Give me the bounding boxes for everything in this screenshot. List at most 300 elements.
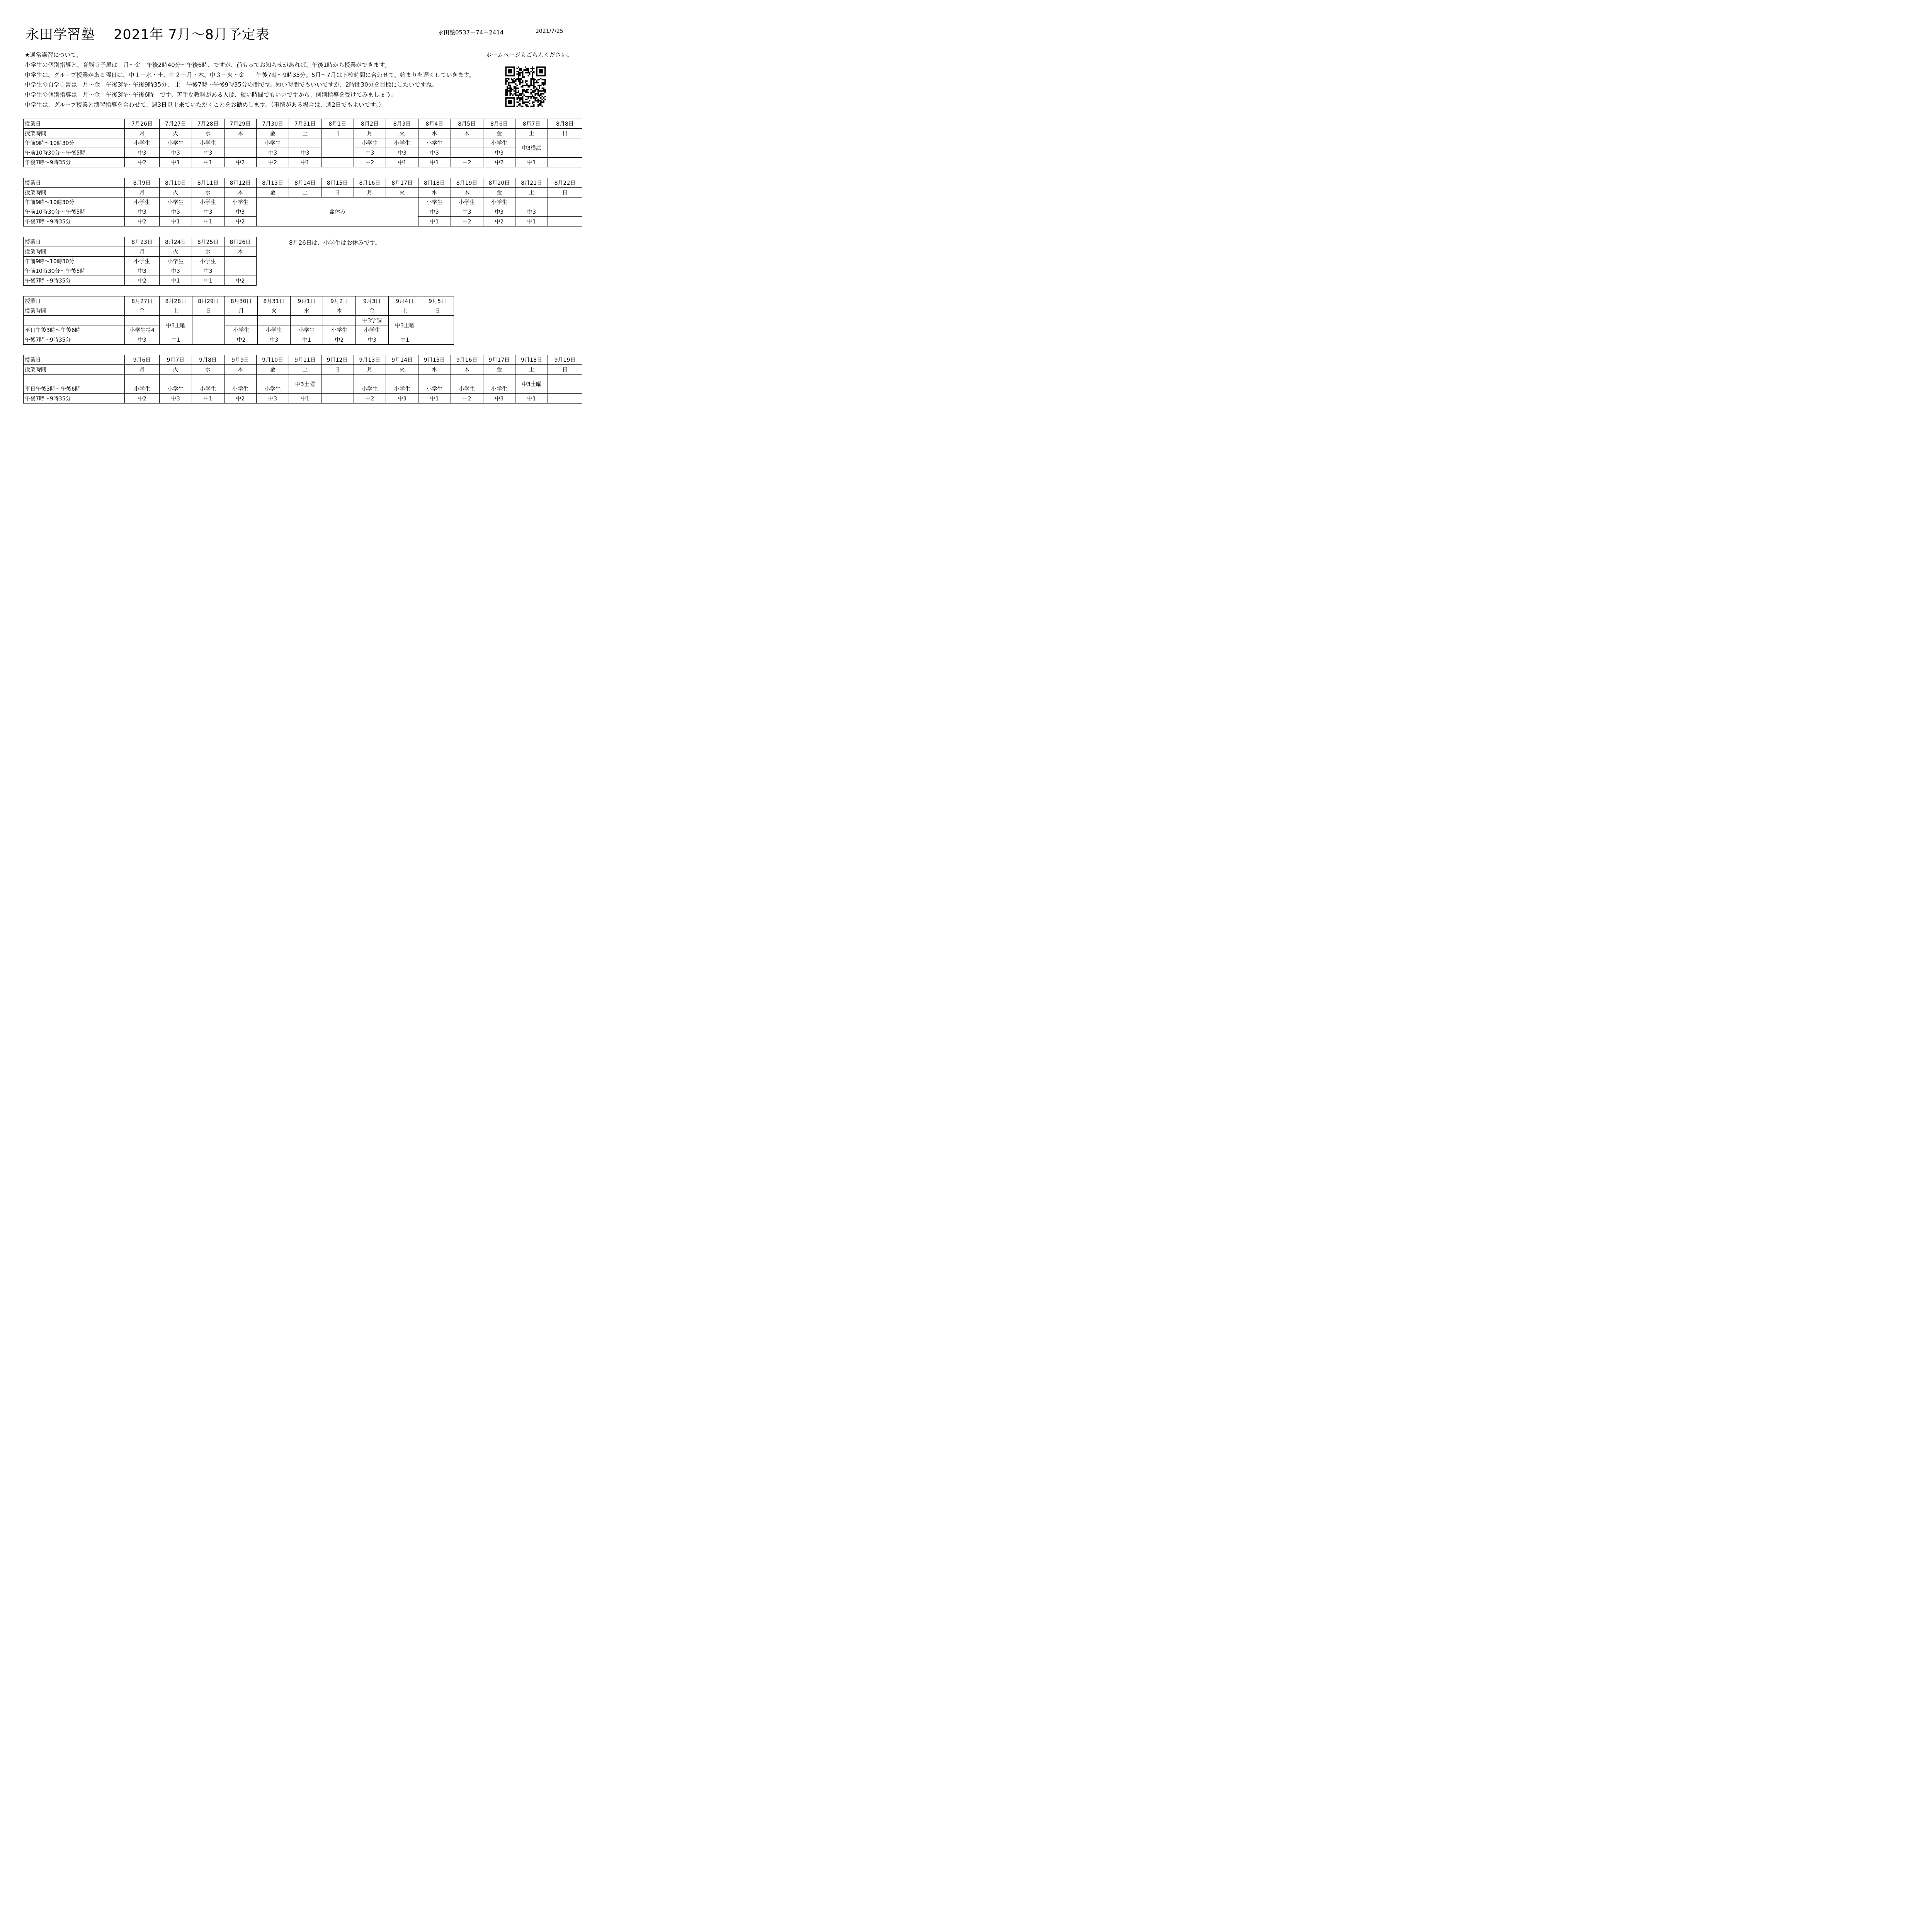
schedule-cell [548, 394, 582, 403]
date-cell: 8月29日 [192, 296, 225, 306]
day-cell: 月 [125, 365, 160, 375]
note-line: 中学生の個別指導は 月～金 午後3時～午後6時 です。苦手な教科がある人は、短い時間でもいいですから、個別指導を受けてみましょう。 [25, 91, 397, 99]
date-cell: 9月8日 [192, 355, 224, 365]
day-cell: 日 [321, 129, 354, 138]
day-cell: 日 [548, 129, 582, 138]
schedule-cell: 小学生 [192, 138, 224, 148]
schedule-cell: 中1 [289, 158, 321, 167]
row-label: 午前9時～10時30分 [24, 138, 125, 148]
schedule-cell: 小学生 [192, 197, 224, 207]
schedule-cell: 中3土曜 [388, 316, 421, 335]
schedule-cell: 小学生 [160, 257, 192, 266]
date-cell: 9月2日 [323, 296, 356, 306]
schedule-cell: 中3 [224, 207, 257, 217]
schedule-cell: 中3 [125, 266, 160, 276]
date-cell: 8月11日 [192, 178, 224, 188]
schedule-cell: 中1 [388, 335, 421, 345]
schedule-cell [321, 394, 354, 403]
date-cell: 8月17日 [386, 178, 418, 188]
contact-phone: 永田塾0537－74－2414 [438, 29, 504, 36]
schedule-cell: 小学生 [483, 197, 515, 207]
row-label: 平日午後3時～午後6時 [24, 384, 125, 394]
schedule-cell: 中3 [386, 148, 418, 158]
day-cell: 木 [224, 129, 257, 138]
day-cell: 木 [224, 365, 257, 375]
schedule-cell: 中3 [160, 148, 192, 158]
day-row [24, 129, 582, 138]
date-cell: 7月26日 [125, 119, 160, 129]
schedule-cell: 中2 [483, 217, 515, 226]
schedule-cell: 小学生 [125, 384, 160, 394]
schedule-cell: 中3 [257, 335, 290, 345]
date-cell: 9月15日 [418, 355, 451, 365]
schedule-cell: 中3 [125, 207, 160, 217]
day-cell: 火 [160, 188, 192, 197]
schedule-cell [548, 217, 582, 226]
day-cell: 月 [125, 188, 160, 197]
schedule-cell: 中2 [224, 276, 257, 286]
date-row [24, 178, 582, 188]
schedule-cell: 小学生 [483, 138, 515, 148]
day-cell: 金 [355, 306, 388, 316]
day-row [24, 188, 582, 197]
day-cell: 月 [354, 188, 386, 197]
date-row [24, 296, 454, 306]
schedule-cell: 中3 [257, 148, 289, 158]
day-cell: 火 [386, 129, 418, 138]
schedule-cell: 中3 [451, 207, 483, 217]
note-line: 中学生は、グループ授業と演習指導を合わせて、週3日以上来ていただくことをお勧めします。（事情がある場合は、週2日でもよいです。） [25, 101, 384, 108]
day-cell: 木 [451, 365, 483, 375]
schedule-cell: 小学生 [483, 384, 515, 394]
date-cell: 8月8日 [548, 119, 582, 129]
note-line: 小学生の個別指導と、育脳寺子屋は 月～金 午後2時40分～午後6時、ですが、前もってお知らせがあれば、午後1時から授業ができます。 [25, 61, 391, 68]
day-cell: 月 [354, 129, 386, 138]
date-cell: 8月20日 [483, 178, 515, 188]
pm-row [24, 158, 582, 167]
schedule-cell [451, 138, 483, 148]
row-label: 午前10時30分～午後5時 [24, 266, 125, 276]
schedule-cell: 中3 [354, 148, 386, 158]
date-cell: 9月19日 [548, 355, 582, 365]
day-cell: 木 [224, 188, 257, 197]
day-cell: 金 [483, 188, 515, 197]
blank-row [24, 375, 582, 384]
schedule-cell: 小学生 [125, 257, 160, 266]
schedule-cell: 中2 [224, 217, 257, 226]
day-cell: 日 [192, 306, 225, 316]
schedule-cell: 中2 [483, 158, 515, 167]
row-label: 授業時間 [24, 129, 125, 138]
date-cell: 8月2日 [354, 119, 386, 129]
schedule-cell: 中1 [515, 217, 548, 226]
schedule-cell [289, 138, 321, 148]
day-cell: 土 [289, 365, 321, 375]
day-cell: 日 [548, 365, 582, 375]
day-cell: 土 [388, 306, 421, 316]
schedule-cell: 小学生 [224, 197, 257, 207]
schedule-cell [548, 158, 582, 167]
schedule-cell [192, 335, 225, 345]
day-cell: 火 [386, 188, 418, 197]
homepage-note: ホームページもごらんください。 [486, 51, 573, 58]
schedule-cell: 小学生 [418, 197, 451, 207]
schedule-cell [548, 375, 582, 394]
date-cell: 8月7日 [515, 119, 548, 129]
date-cell: 8月28日 [160, 296, 192, 306]
schedule-cell: 中2 [125, 217, 160, 226]
day-cell: 日 [421, 306, 454, 316]
day-cell: 木 [224, 247, 257, 257]
day-cell: 水 [192, 188, 224, 197]
date-cell: 8月27日 [125, 296, 160, 306]
schedule-cell: 中1 [160, 217, 192, 226]
date-cell: 9月13日 [354, 355, 386, 365]
day-cell: 水 [192, 129, 224, 138]
row-label: 午後7時～9時35分 [24, 276, 125, 286]
date-cell: 8月6日 [483, 119, 515, 129]
day-cell: 木 [323, 306, 356, 316]
schedule-cell [224, 257, 257, 266]
schedule-cell: 小学生 [125, 197, 160, 207]
date-cell: 8月19日 [451, 178, 483, 188]
schedule-cell: 小学生 [192, 257, 224, 266]
schedule-cell: 中2 [323, 335, 356, 345]
schedule-cell: 中3 [160, 207, 192, 217]
date-cell: 8月5日 [451, 119, 483, 129]
date-cell: 9月10日 [257, 355, 289, 365]
schedule-cell [125, 316, 160, 325]
schedule-cell: 中3 [386, 394, 418, 403]
schedule-cell: 小学生 [323, 325, 356, 335]
schedule-cell [483, 375, 515, 384]
am-row [24, 257, 257, 266]
row-label: 授業日 [24, 237, 125, 247]
schedule-cell [421, 335, 454, 345]
schedule-cell: 中3模試 [515, 138, 548, 158]
schedule-cell [451, 148, 483, 158]
mid-row [24, 266, 257, 276]
schedule-cell: 中1 [418, 217, 451, 226]
date-cell: 8月21日 [515, 178, 548, 188]
schedule-cell: 小学生 [290, 325, 323, 335]
schedule-cell: 中3 [125, 148, 160, 158]
schedule-cell [224, 148, 257, 158]
date-cell: 8月13日 [257, 178, 289, 188]
row-label: 授業日 [24, 296, 125, 306]
schedule-cell: 小学生 [257, 325, 290, 335]
date-cell: 7月29日 [224, 119, 257, 129]
schedule-cell [321, 375, 354, 394]
date-cell: 7月27日 [160, 119, 192, 129]
schedule-cell [418, 375, 451, 384]
date-cell: 8月1日 [321, 119, 354, 129]
schedule-cell: 中3 [355, 335, 388, 345]
day-cell: 火 [160, 365, 192, 375]
schedule-cell: 中1 [289, 394, 321, 403]
row-label: 授業時間 [24, 188, 125, 197]
date-cell: 9月16日 [451, 355, 483, 365]
row-label: 授業時間 [24, 365, 125, 375]
schedule-cell: 小学生特4 [125, 325, 160, 335]
day-cell: 日 [548, 188, 582, 197]
schedule-cell: 中2 [224, 394, 257, 403]
note-line: 中学生は、グループ授業がある曜日は、中１－水・土、中２－月・木、中３－火・金 午後7時～9時35分。5月～7月は下校時間に合わせて、始まりを遅くしていきます。 [25, 71, 475, 78]
schedule-cell: 中1 [160, 276, 192, 286]
schedule-cell: 中3 [192, 148, 224, 158]
schedule-cell: 中2 [354, 394, 386, 403]
date-cell: 8月26日 [224, 237, 257, 247]
date-cell: 9月18日 [515, 355, 548, 365]
note-line: ★通常講習について、 [25, 51, 82, 58]
day-cell: 日 [321, 365, 354, 375]
schedule-cell: 中3土曜 [515, 375, 548, 394]
schedule-cell: 中3土曜 [289, 375, 321, 394]
date-cell: 9月11日 [289, 355, 321, 365]
day-cell: 金 [483, 365, 515, 375]
day-cell: 土 [289, 188, 321, 197]
schedule-cell [451, 375, 483, 384]
schedule-cell [323, 316, 356, 325]
date-cell: 9月5日 [421, 296, 454, 306]
day-cell: 水 [418, 129, 451, 138]
day-cell: 土 [160, 306, 192, 316]
row-label: 午前9時～10時30分 [24, 257, 125, 266]
row-label: 午後7時～9時35分 [24, 394, 125, 403]
schedule-cell: 中1 [515, 158, 548, 167]
schedule-cell [548, 138, 582, 158]
schedule-cell: 中2 [451, 158, 483, 167]
date-cell: 8月15日 [321, 178, 354, 188]
row-label: 授業日 [24, 119, 125, 129]
date-cell: 8月4日 [418, 119, 451, 129]
schedule-cell: 中3 [192, 266, 224, 276]
day-cell: 火 [160, 129, 192, 138]
schedule-cell: 中3土曜 [160, 316, 192, 335]
schedule-table-4 [23, 296, 454, 345]
schedule-cell: 中2 [451, 394, 483, 403]
schedule-cell: 中3 [289, 148, 321, 158]
schedule-table-1 [23, 119, 582, 167]
day-cell: 土 [515, 365, 548, 375]
date-cell: 8月31日 [257, 296, 290, 306]
day-cell: 金 [257, 129, 289, 138]
day-cell: 金 [257, 188, 289, 197]
day-cell: 火 [160, 247, 192, 257]
date-cell: 9月6日 [125, 355, 160, 365]
date-cell: 8月10日 [160, 178, 192, 188]
schedule-cell: 小学生 [386, 384, 418, 394]
schedule-table-2 [23, 178, 582, 226]
schedule-cell [192, 316, 225, 335]
schedule-cell: 中1 [192, 217, 224, 226]
schedule-cell: 中1 [290, 335, 323, 345]
schedule-cell [192, 375, 224, 384]
notes [25, 50, 475, 110]
schedule-cell: 中2 [354, 158, 386, 167]
schedule-table-3 [23, 237, 257, 286]
schedule-cell: 小学生 [192, 384, 224, 394]
schedule-cell: 中1 [192, 158, 224, 167]
row-label: 午後7時～9時35分 [24, 335, 125, 345]
date-cell: 8月22日 [548, 178, 582, 188]
date-cell: 8月25日 [192, 237, 224, 247]
schedule-cell [257, 375, 289, 384]
date-cell: 9月12日 [321, 355, 354, 365]
day-cell: 水 [192, 365, 224, 375]
schedule-cell [421, 316, 454, 335]
date-cell: 8月9日 [125, 178, 160, 188]
date-row [24, 119, 582, 129]
row-label: 午後7時～9時35分 [24, 217, 125, 226]
day-cell: 月 [354, 365, 386, 375]
day-cell: 金 [125, 306, 160, 316]
day-cell: 金 [257, 365, 289, 375]
schedule-cell: 中1 [386, 158, 418, 167]
day-cell: 水 [418, 365, 451, 375]
date-cell: 9月4日 [388, 296, 421, 306]
row-label: 午前9時～10時30分 [24, 197, 125, 207]
schedule-cell: 小学生 [224, 384, 257, 394]
date-cell: 8月3日 [386, 119, 418, 129]
day-cell: 月 [225, 306, 258, 316]
schedule-cell [125, 375, 160, 384]
row-label: 授業時間 [24, 306, 125, 316]
schedule-cell: 中2 [224, 158, 257, 167]
schedule-cell: 小学生 [225, 325, 258, 335]
day-cell: 火 [386, 365, 418, 375]
day-row [24, 365, 582, 375]
schedule-cell: 中2 [125, 276, 160, 286]
row-label: 授業日 [24, 178, 125, 188]
date-cell: 9月7日 [160, 355, 192, 365]
schedule-cell: 小学生 [125, 138, 160, 148]
schedule-cell: 中3 [257, 394, 289, 403]
pm-row [24, 276, 257, 286]
schedule-cell: 小学生 [160, 138, 192, 148]
date-cell: 9月9日 [224, 355, 257, 365]
schedule-cell: 小学生 [355, 325, 388, 335]
date-cell: 9月3日 [355, 296, 388, 306]
row-label: 午前10時30分～午後5時 [24, 148, 125, 158]
schedule-cell: 小学生 [418, 384, 451, 394]
schedule-cell: 中3 [192, 207, 224, 217]
schedule-cell: 小学生 [160, 384, 192, 394]
note-line: 中学生の自学自習は 月～金 午後3時～午後9時35分、 土 午後7時～午後9時35分の間です。短い時間でもいいですが、2時間30分を目標にしたいですね。 [25, 81, 438, 89]
day-cell: 木 [451, 129, 483, 138]
day-cell: 火 [257, 306, 290, 316]
schedule-cell [224, 375, 257, 384]
schedule-cell: 小学生 [451, 197, 483, 207]
date-cell: 9月17日 [483, 355, 515, 365]
date-cell: 8月24日 [160, 237, 192, 247]
date-cell: 7月30日 [257, 119, 289, 129]
schedule-cell [224, 266, 257, 276]
date-row [24, 355, 582, 365]
schedule-cell: 中2 [451, 217, 483, 226]
schedule-cell: 中3学調 [355, 316, 388, 325]
row-label [24, 316, 125, 325]
date-cell: 7月28日 [192, 119, 224, 129]
page-title: 永田学習塾 2021年 7月～8月予定表 [26, 27, 270, 43]
schedule-cell: 中2 [225, 335, 258, 345]
date-cell: 8月14日 [289, 178, 321, 188]
schedule-cell: 小学生 [354, 384, 386, 394]
schedule-cell: 中3 [515, 207, 548, 217]
date-cell: 9月14日 [386, 355, 418, 365]
day-cell: 水 [418, 188, 451, 197]
schedule-cell: 小学生 [160, 197, 192, 207]
schedule-cell [321, 158, 354, 167]
schedule-cell: 小学生 [451, 384, 483, 394]
schedule-cell: 中3 [418, 148, 451, 158]
day-cell: 水 [192, 247, 224, 257]
day-row [24, 306, 454, 316]
day-cell: 月 [125, 247, 160, 257]
schedule-cell: 中2 [125, 394, 160, 403]
row-label: 平日午後3時～午後6時 [24, 325, 125, 335]
schedule-cell: 中1 [160, 158, 192, 167]
day-cell: 金 [483, 129, 515, 138]
schedule-cell: 中3 [160, 394, 192, 403]
blank-row [24, 316, 454, 325]
day-cell: 土 [515, 188, 548, 197]
schedule-cell: 中1 [418, 394, 451, 403]
schedule-cell: 中3 [483, 148, 515, 158]
issue-date: 2021/7/25 [536, 28, 563, 34]
schedule-table-5 [23, 355, 582, 403]
schedule-cell: 中1 [515, 394, 548, 403]
schedule-cell: 中3 [125, 335, 160, 345]
schedule-cell: 中3 [418, 207, 451, 217]
row-label: 午後7時～9時35分 [24, 158, 125, 167]
day-cell: 木 [451, 188, 483, 197]
day-cell: 土 [515, 129, 548, 138]
day-cell: 土 [289, 129, 321, 138]
schedule-cell: 小学生 [257, 138, 289, 148]
date-row [24, 237, 257, 247]
schedule-cell: 中1 [192, 276, 224, 286]
date-cell: 8月12日 [224, 178, 257, 188]
schedule-cell [160, 375, 192, 384]
schedule-cell: 小学生 [386, 138, 418, 148]
schedule-cell: 中1 [418, 158, 451, 167]
obon-holiday-cell: 盆休み [257, 197, 418, 226]
schedule-cell: 中2 [125, 158, 160, 167]
schedule-cell: 中1 [192, 394, 224, 403]
schedule-cell [354, 375, 386, 384]
qr-code-icon [505, 66, 546, 107]
day-row [24, 247, 257, 257]
schedule-cell [321, 138, 354, 158]
schedule-cell: 中1 [160, 335, 192, 345]
row-label: 午前10時30分～午後5時 [24, 207, 125, 217]
schedule-cell: 小学生 [418, 138, 451, 148]
schedule-cell [386, 375, 418, 384]
row-label: 授業日 [24, 355, 125, 365]
schedule-cell [290, 316, 323, 325]
schedule-cell: 中3 [160, 266, 192, 276]
schedule-cell [515, 197, 548, 207]
schedule-cell: 中2 [257, 158, 289, 167]
am-row [24, 197, 582, 207]
schedule-cell [225, 316, 258, 325]
day-cell: 日 [321, 188, 354, 197]
schedule-cell: 中3 [483, 394, 515, 403]
schedule-cell: 小学生 [354, 138, 386, 148]
schedule-cell [257, 316, 290, 325]
aug26-note: 8月26日は、小学生はお休みです。 [289, 239, 381, 246]
